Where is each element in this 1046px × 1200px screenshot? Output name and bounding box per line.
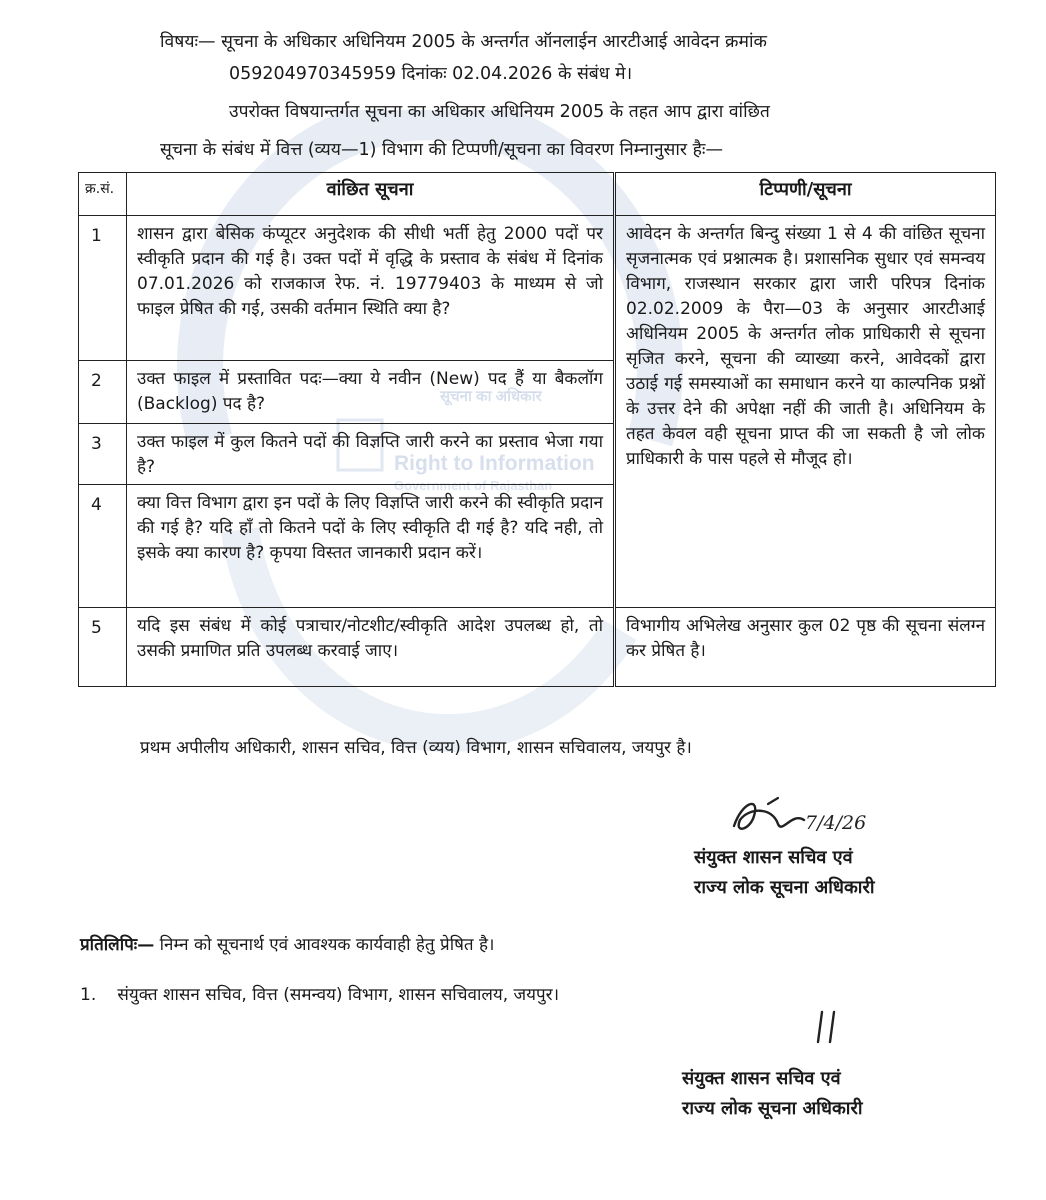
initials-mark [812, 1008, 842, 1048]
officer-designation-2 [682, 1064, 863, 1124]
row-number: 4 [79, 485, 127, 608]
appellate-officer-note: प्रथम अपीलीय अधिकारी, शासन सचिव, वित्त (व्यय) विभाग, शासन सचिवालय, जयपुर है। [140, 738, 692, 758]
subject-line-1: विषयः— सूचना के अधिकार अधिनियम 2005 के अन्तर्गत ऑनलाईन आरटीआई आवेदन क्रमांक [160, 32, 767, 52]
row-number: 2 [79, 361, 127, 424]
col-header-requested-info: वांछित सूचना [127, 173, 615, 216]
row-question: उक्त फाइल में प्रस्तावित पदः—क्या ये नवीन (New) पद हैं या बैकलॉग (Backlog) पद है? [127, 361, 615, 424]
watermark-subtitle: Government of Rajasthan [394, 478, 553, 493]
designation-line: राज्य लोक सूचना अधिकारी [682, 1098, 863, 1119]
row-number: 5 [79, 608, 127, 687]
row-question: क्या वित्त विभाग द्वारा इन पदों के लिए विज्ञप्ति जारी करने की स्वीकृति प्रदान की गई है? यदि हाँ तो कितने पदों के लिए स्वीकृति दी गई है? यदि नही, तो इसके क्या कारण है? कृपया विस्तत जानकारी प्रदान करें। [127, 485, 615, 608]
officer-designation-1 [694, 843, 875, 903]
designation-line: संयुक्त शासन सचिव एवं [694, 847, 853, 868]
row-number: 1 [79, 216, 127, 361]
row-question: उक्त फाइल में कुल कितने पदों की विज्ञप्ति जारी करने का प्रस्ताव भेजा गया है? [127, 424, 615, 485]
signature-date: 7/4/26 [805, 812, 867, 834]
copy-label: प्रतिलिपिः— [80, 935, 155, 955]
response-point-5: विभागीय अभिलेख अनुसार कुल 02 पृष्ठ की सूचना संलग्न कर प्रेषित है। [615, 608, 996, 687]
information-table [78, 172, 996, 687]
intro-line-2: सूचना के संबंध में वित्त (व्यय—1) विभाग की टिप्पणी/सूचना का विवरण निम्नानुसार हैः— [160, 140, 723, 160]
designation-line: संयुक्त शासन सचिव एवं [682, 1068, 841, 1089]
copy-item-number: 1. [80, 985, 97, 1005]
table-row [79, 608, 996, 687]
copy-to-heading [80, 932, 495, 955]
copy-text: निम्न को सूचनार्थ एवं आवश्यक कार्यवाही हेतु प्रेषित है। [159, 935, 495, 955]
designation-line: राज्य लोक सूचना अधिकारी [694, 877, 875, 898]
col-header-serial: क्र.सं. [79, 173, 127, 216]
intro-line-1: उपरोक्त विषयान्तर्गत सूचना का अधिकार अधिनियम 2005 के तहत आप द्वारा वांछित [229, 102, 770, 122]
table-row [79, 216, 996, 361]
copy-item-text: संयुक्त शासन सचिव, वित्त (समन्वय) विभाग, शासन सचिवालय, जयपुर। [117, 985, 560, 1005]
row-question: यदि इस संबंध में कोई पत्राचार/नोटशीट/स्वीकृति आदेश उपलब्ध हो, तो उसकी प्रमाणित प्रति उपलब्ध करवाई जाए। [127, 608, 615, 687]
watermark-english: Right to Information [394, 452, 595, 475]
subject-line-2: 059204970345959 दिनांकः 02.04.2026 के संबंध मे। [229, 64, 633, 84]
col-header-response: टिप्पणी/सूचना [615, 173, 996, 216]
response-points-1-4: आवेदन के अन्तर्गत बिन्दु संख्या 1 से 4 की वांछित सूचना सृजनात्मक एवं प्रश्नात्मक है। प्रशासनिक सुधार एवं समन्वय विभाग, राजस्थान सरकार द्वारा जारी परिपत्र दिनांक 02.02.2009 के पैरा—03 के अनुसार आरटीआई अधिनियम 2005 के अन्तर्गत लोक प्राधिकारी से सूचना सृजित करने, सूचना की व्याख्या करने, आवेदकों द्वारा उठाई गई समस्याओं का समाधान करने या काल्पनिक प्रश्नों के उत्तर देने की अपेक्षा नहीं की जाती है। अधिनियम के तहत केवल वही सूचना प्राप्त की जा सकती है जो लोक प्राधिकारी के पास पहले से मौजूद हो। [615, 216, 996, 608]
watermark-hindi: सूचना का अधिकार [440, 388, 542, 405]
row-number: 3 [79, 424, 127, 485]
table-header-row [79, 173, 996, 216]
row-question: शासन द्वारा बेसिक कंप्यूटर अनुदेशक की सीधी भर्ती हेतु 2000 पदों पर स्वीकृति प्रदान की गई है। उक्त पदों में वृद्धि के प्रस्ताव के संबंध में दिनांक 07.01.2026 को राजकाज रेफ. नं. 19779403 के माध्यम से जो फाइल प्रेषित की गई, उसकी वर्तमान स्थिति क्या है? [127, 216, 615, 361]
copy-item [80, 982, 559, 1005]
